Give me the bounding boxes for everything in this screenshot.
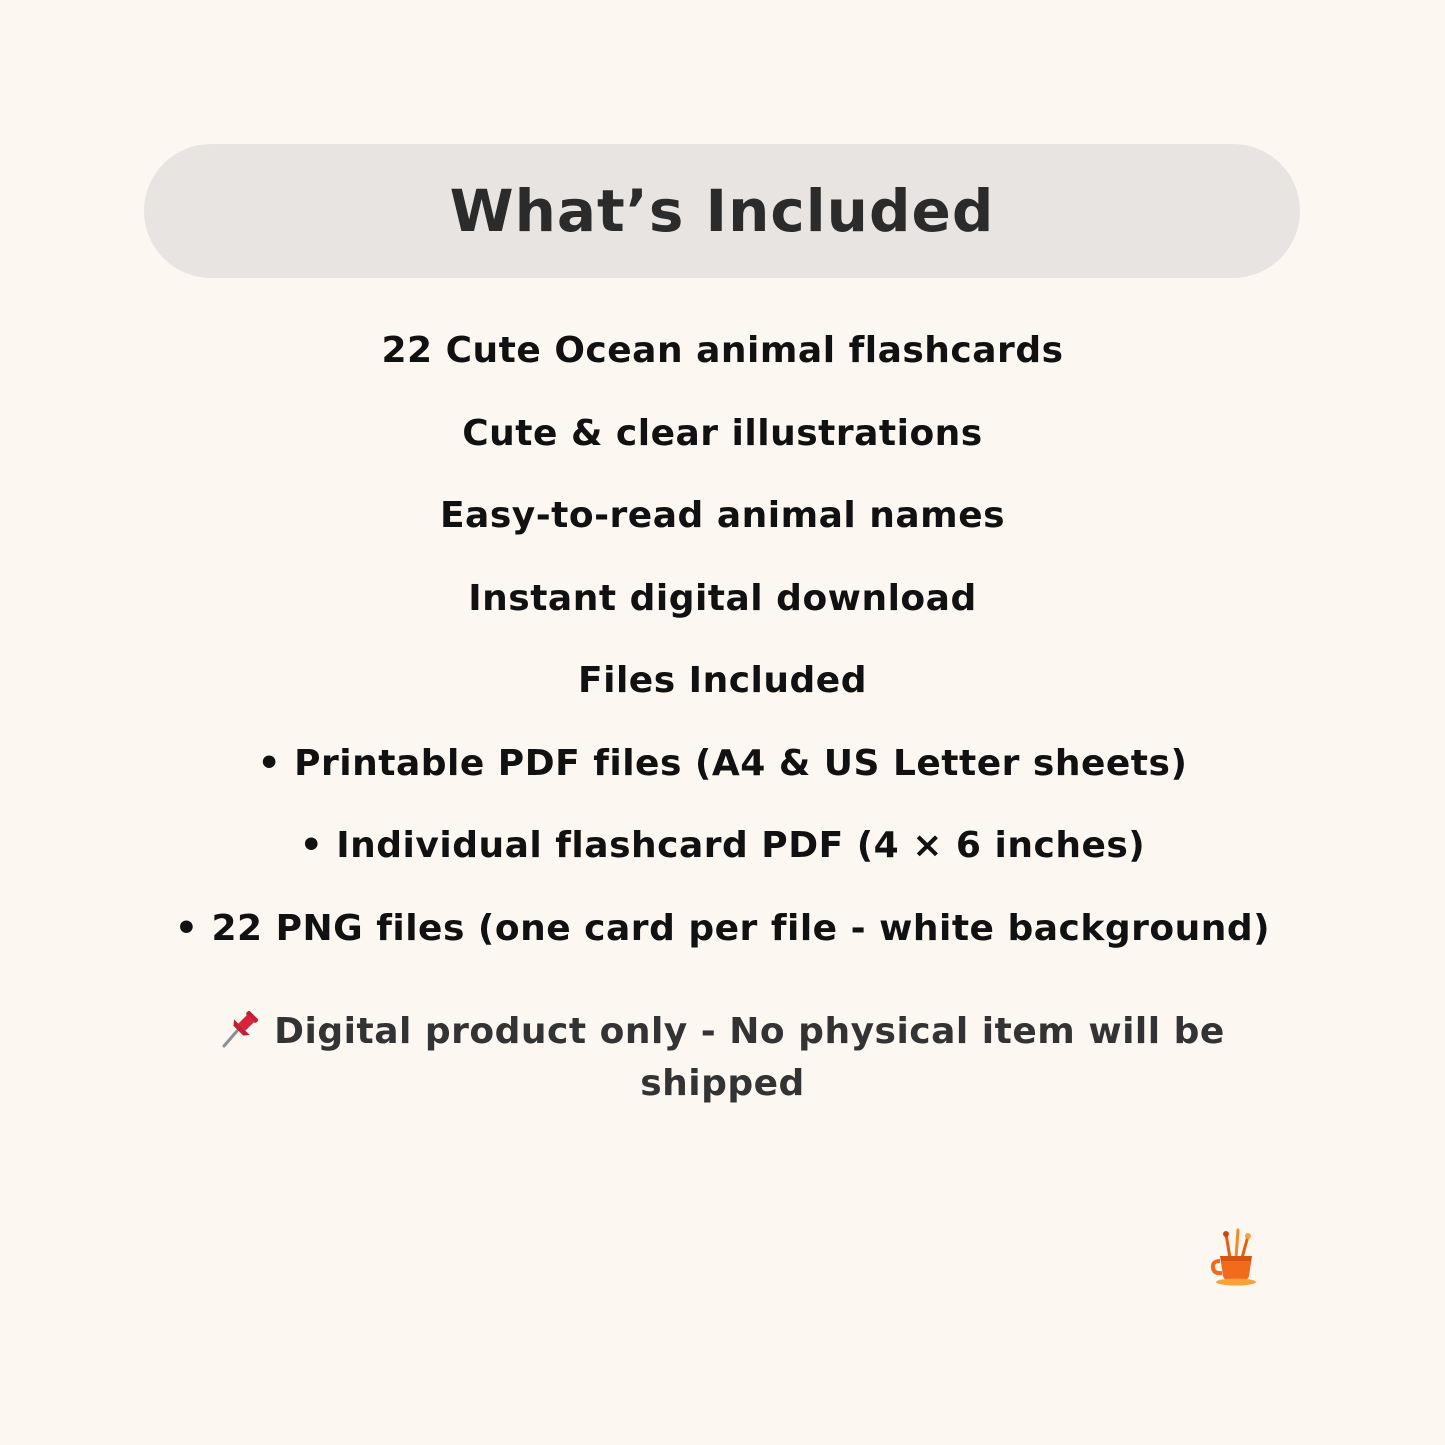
feature-item: Cute & clear illustrations [462, 412, 983, 454]
feature-item: 22 Cute Ocean animal flashcards [381, 330, 1064, 371]
file-list-item: • Printable PDF files (A4 & US Letter sheets) [0, 735, 1445, 818]
note-text: Digital product only - No physical item will be shipped [274, 1011, 1225, 1104]
file-list-item: • 22 PNG files (one card per file - white background) [0, 900, 1445, 983]
title-banner [144, 144, 1300, 278]
feature-list [0, 322, 1445, 982]
feature-item: Easy-to-read animal names [439, 495, 1006, 536]
file-list-item: • Individual flashcard PDF (4 × 6 inches) [0, 817, 1445, 900]
pushpin-icon [220, 1009, 260, 1049]
page-title: What’s Included [449, 177, 995, 245]
files-included-heading: Files Included [578, 660, 867, 701]
digital-product-note [170, 1006, 1275, 1110]
feature-item: Instant digital download [468, 577, 977, 619]
mug-with-brushes-logo [1210, 1228, 1262, 1286]
